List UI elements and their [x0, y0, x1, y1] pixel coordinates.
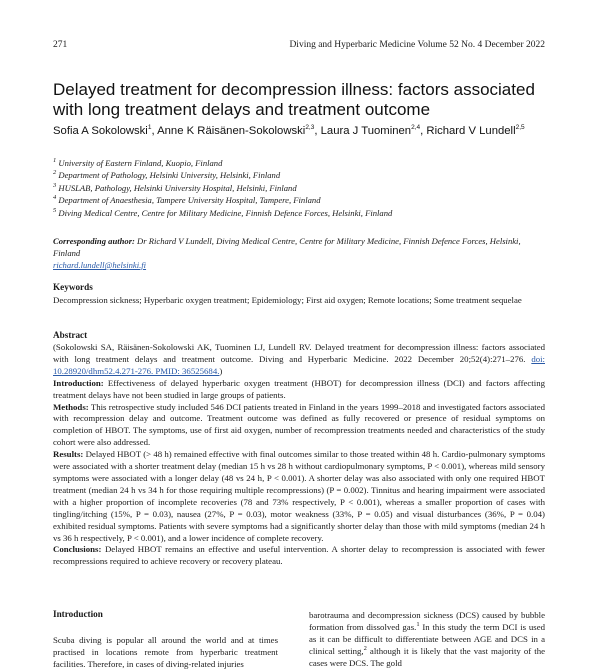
- affiliation-item: [53, 207, 545, 219]
- corresponding-text: Dr Richard V Lundell, Diving Medical Centre, Centre for Military Medicine, Finnish Defence Forces, Helsinki, Finland: [53, 236, 521, 258]
- abstract-citation: (Sokolowski SA, Räisänen-Sokolowski AK, Tuominen LJ, Lundell RV. Delayed treatment for decompression illness: factors associated with long treatment delays and treatment outcome. Diving and Hyperbaric Medicine. 2022 December 20;52(4):271–276. doi: 10.28920/dhm52.4.271-276. PMID: 36525684.): [53, 342, 545, 376]
- abstract-conclusions: Conclusions: Delayed HBOT remains an effective and useful intervention. A shorter delay to recompression is associated with fewer recompressions required to achieve recovery or recovery plateau.: [53, 544, 545, 567]
- reference-2[interactable]: 2: [363, 645, 367, 653]
- affiliation-number: 3: [53, 181, 57, 189]
- page-number: 271: [53, 40, 68, 50]
- affiliation-text: HUSLAB, Pathology, Helsinki University Hospital, Helsinki, Finland: [58, 182, 297, 193]
- author-affiliation-marker: 2,4: [411, 124, 421, 132]
- reference-1[interactable]: 1: [416, 621, 420, 629]
- introduction-section: [53, 608, 278, 670]
- affiliation-item: [53, 157, 545, 169]
- author-name: Laura J Tuominen: [320, 125, 412, 137]
- article-title: Delayed treatment for decompression illness: factors associated with long treatment delays and treatment outcome: [53, 80, 535, 119]
- corresponding-label: Corresponding author:: [53, 236, 135, 246]
- affiliation-item: [53, 169, 545, 181]
- author-separator: ,: [420, 125, 427, 137]
- abstract-methods: Methods: This retrospective study included 546 DCI patients treated in Finland in the years 1999–2018 and investigated factors associated with recompression delay and outcome. Treatment outcome was defined as fully recovered or presence of residual symptoms on completion of HBOT. The symptoms, use of first aid oxygen, number of recompression treatments needed and characteristics of the study cohort were also addressed.: [53, 401, 545, 448]
- author-affiliation-marker: 1: [147, 124, 152, 132]
- running-header: [53, 40, 545, 54]
- author-email-link[interactable]: richard.lundell@helsinki.fi: [53, 260, 147, 270]
- keywords-text: Decompression sickness; Hyperbaric oxygen treatment; Epidemiology; First aid oxygen; Remote locations; Some treatment sequelae: [53, 295, 522, 305]
- affiliations: [53, 157, 545, 219]
- journal-citation: Diving and Hyperbaric Medicine Volume 52 No. 4 December 2022: [289, 40, 545, 50]
- affiliation-item: [53, 194, 545, 206]
- abstract-heading: Abstract: [53, 330, 88, 340]
- right-column-text: barotrauma and decompression sickness (DCS) caused by bubble formation from dissolved gas.$^1$ In this study the term DCI is used as it can be difficult to differentiate between AGE and DCS in a clinical setting,$^2$ although it is likely that the vast majority of the cases were DCS. The gold: [309, 610, 545, 668]
- affiliation-number: 2: [53, 169, 57, 177]
- author-affiliation-marker: 2,3: [305, 124, 315, 132]
- abstract-body: [53, 342, 545, 568]
- affiliation-item: [53, 182, 545, 194]
- affiliation-number: 5: [53, 206, 57, 214]
- introduction-text: Scuba diving is popular all around the world and at times practised in locations remote from hyperbaric treatment facilities. Therefore, in cases of diving-related injuries: [53, 635, 278, 669]
- affiliation-text: Department of Anaesthesia, Tampere University Hospital, Tampere, Finland: [58, 195, 321, 206]
- author-name: Sofia A Sokolowski: [53, 125, 148, 137]
- introduction-heading: Introduction: [53, 609, 103, 619]
- corresponding-author: [53, 235, 545, 271]
- author-separator: ,: [314, 125, 321, 137]
- author-name: Richard V Lundell: [426, 125, 516, 137]
- author-list: [53, 124, 545, 139]
- affiliation-text: Diving Medical Centre, Centre for Military Medicine, Finnish Defence Forces, Helsinki, Finland: [58, 207, 393, 218]
- affiliation-text: Department of Pathology, Helsinki University, Helsinki, Finland: [58, 170, 281, 181]
- doi-link[interactable]: doi: 10.28920/dhm52.4.271-276. PMID: 36525684.: [53, 353, 545, 376]
- author-affiliation-marker: 2,5: [515, 124, 525, 132]
- abstract-results: Results: Delayed HBOT (> 48 h) remained effective with final outcomes similar to those treated within 48 h. Cardio-pulmonary symptoms were associated with a shorter treatment delay (median 15 h vs 28 h without cardiopulmonary symptoms, P < 0.001), whereas mild sensory symptoms were associated with a longer delay (48 vs 24 h, P < 0.001). A shorter delay was also associated with only one required HBOT treatment (median 24 h vs 34 h for those requiring multiple recompressions) (P = 0.002). Tinnitus and hearing impairment were associated with a higher proportion of incomplete recoveries (78 and 73% respectively, P < 0.001), whereas a smaller proportion of cases with tingling/itching (15%, P = 0.03), nausea (27%, P = 0.03), motor weakness (33%, P = 0.05) and visual disturbances (36%, P = 0.04) exhibited residual symptoms. Patients with severe symptoms had a significantly shorter delay than those with mild symptoms (median 24 h vs 36 h respectively, P < 0.001), and a lower incidence of complete recovery.: [53, 449, 545, 543]
- keywords-heading: Keywords: [53, 282, 93, 292]
- affiliation-number: 1: [53, 157, 57, 165]
- affiliation-text: University of Eastern Finland, Kuopio, Finland: [58, 158, 223, 168]
- author-name: Anne K Räisänen-Sokolowski: [157, 125, 306, 137]
- abstract-introduction: Introduction: Effectiveness of delayed hyperbaric oxygen treatment (HBOT) for decompression illness (DCI) and factors affecting treatment delays have not been studied in large groups of patients.: [53, 377, 545, 400]
- author-separator: ,: [151, 125, 158, 137]
- affiliation-number: 4: [53, 194, 57, 202]
